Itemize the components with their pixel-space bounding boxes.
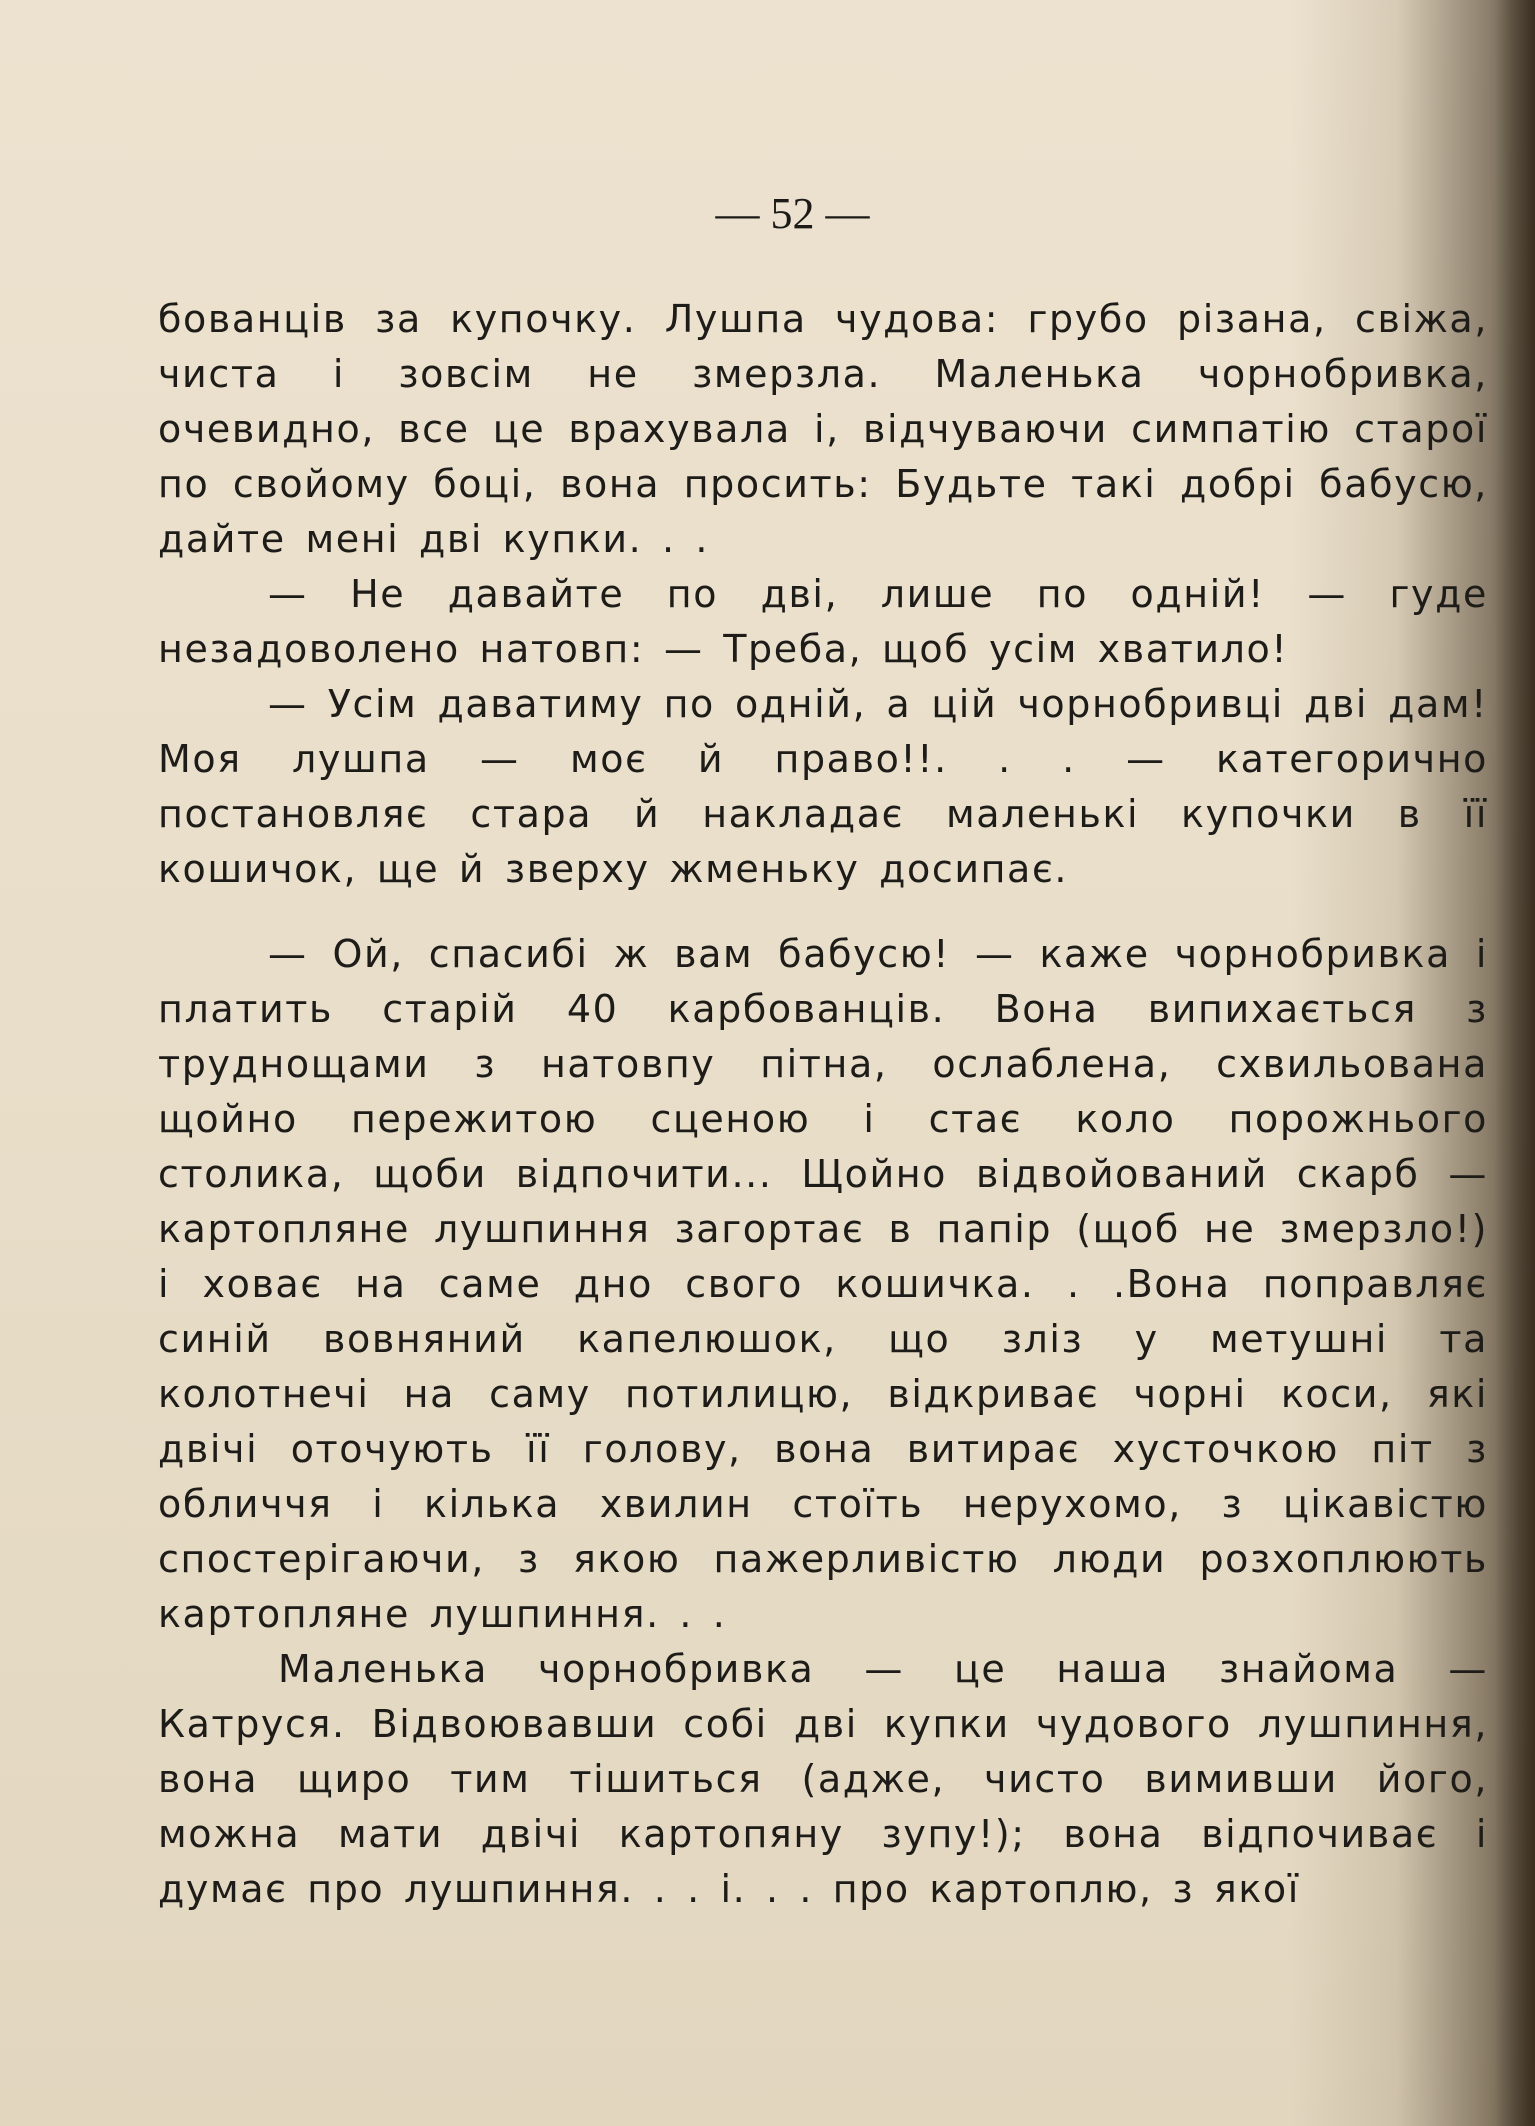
paragraph-4: — Ой, спасибі ж вам бабусю! — каже чорнобривка і платить старій 40 карбованців. Вона випихається з труднощами з натовпу пітна, ослаблена, схвильована щойно пережитою сценою і стає коло порожнього столика, щоби відпочити... Щойно відвойований скарб — картопляне лушпиння загортає в папір (щоб не змерзло!) і ховає на саме дно свого кошичка. . .Вона поправляє синій вовняний капелюшок, що зліз у метушні та колотнечі на саму потилицю, відкриває чорні коси, які двічі оточують її голову, вона витирає хусточкою піт з обличчя і кілька хвилин стоїть нерухомо, з цікавістю спостерігаючи, з якою пажерливістю люди розхоплюють картопляне лушпиння. . . (158, 932, 1488, 1636)
paragraph-5: Маленька чорнобривка — це наша знайома — Катруся. Відвоювавши собі дві купки чудового лушпиння, вона щиро тим тішиться (адже, чисто вимивши його, можна мати двічі картопяну зупу!); вона відпочиває і думає про лушпиння. . . і. . . про картоплю, з якої (158, 1647, 1488, 1911)
paragraph-2: — Не давайте по дві, лише по одній! — гуде незадоволено натовп: — Треба, щоб усім хватило! (158, 572, 1488, 671)
body-text (158, 292, 1488, 1917)
page-fold-shadow (1495, 0, 1535, 2126)
page-number: — 52 — (715, 189, 870, 238)
paragraph-3: — Усім даватиму по одній, а цій чорнобривці дві дам! Моя лушпа — моє й право!!. . . — категорично постановляє стара й накладає маленькі купочки в її кошичок, ще й зверху жменьку досипає. (158, 682, 1488, 891)
paragraph-1: бованців за купочку. Лушпа чудова: грубо різана, свіжа, чиста і зовсім не змерзла. Маленька чорнобривка, очевидно, все це врахувала і, відчуваючи симпатію старої по свойому боці, вона просить: Будьте такі добрі бабусю, дайте мені дві купки. . . (158, 297, 1488, 561)
